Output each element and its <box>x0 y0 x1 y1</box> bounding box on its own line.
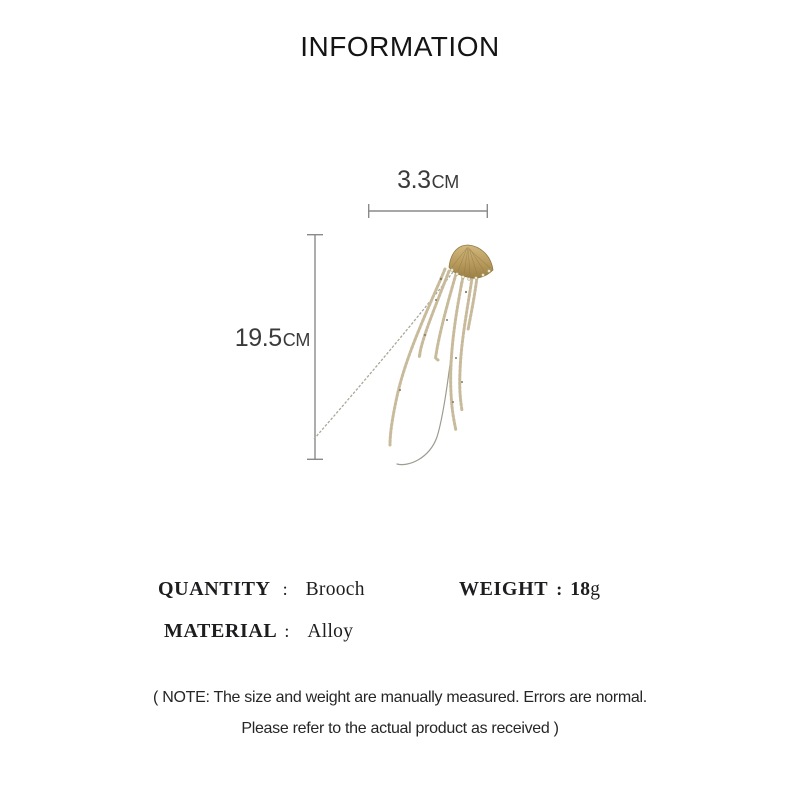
tassel-strands <box>390 269 477 445</box>
spec-quantity-label: QUANTITY <box>158 578 271 600</box>
width-dimension-value: 3.3 <box>397 166 431 194</box>
height-dimension-value: 19.5 <box>234 324 282 352</box>
spec-weight-value: 18 <box>570 579 591 600</box>
tassel-strand <box>460 278 472 411</box>
product-image <box>314 245 493 465</box>
spec-quantity-value: Brooch <box>305 579 365 600</box>
width-measure-line <box>368 204 488 218</box>
spec-material-separator: : <box>284 621 290 641</box>
spec-weight-unit: g <box>590 579 601 600</box>
height-measure-line <box>307 234 323 460</box>
spec-weight-label: WEIGHT <box>459 578 549 600</box>
spec-material-label: MATERIAL <box>164 620 278 642</box>
note-line-2: Please refer to the actual product as received ) <box>241 720 559 737</box>
spec-row-quantity <box>158 578 365 601</box>
page-title: INFORMATION <box>300 31 500 62</box>
spec-quantity-separator: : <box>282 579 288 599</box>
spec-row-weight <box>459 578 600 601</box>
spec-weight-separator: : <box>556 579 563 599</box>
height-dimension-unit: CM <box>282 330 310 350</box>
spec-material-value: Alloy <box>307 621 354 642</box>
note-line-1: ( NOTE: The size and weight are manually measured. Errors are normal. <box>153 689 647 706</box>
disclaimer-note <box>0 690 800 752</box>
width-dimension-unit: CM <box>431 172 459 192</box>
spec-row-material <box>164 620 353 643</box>
